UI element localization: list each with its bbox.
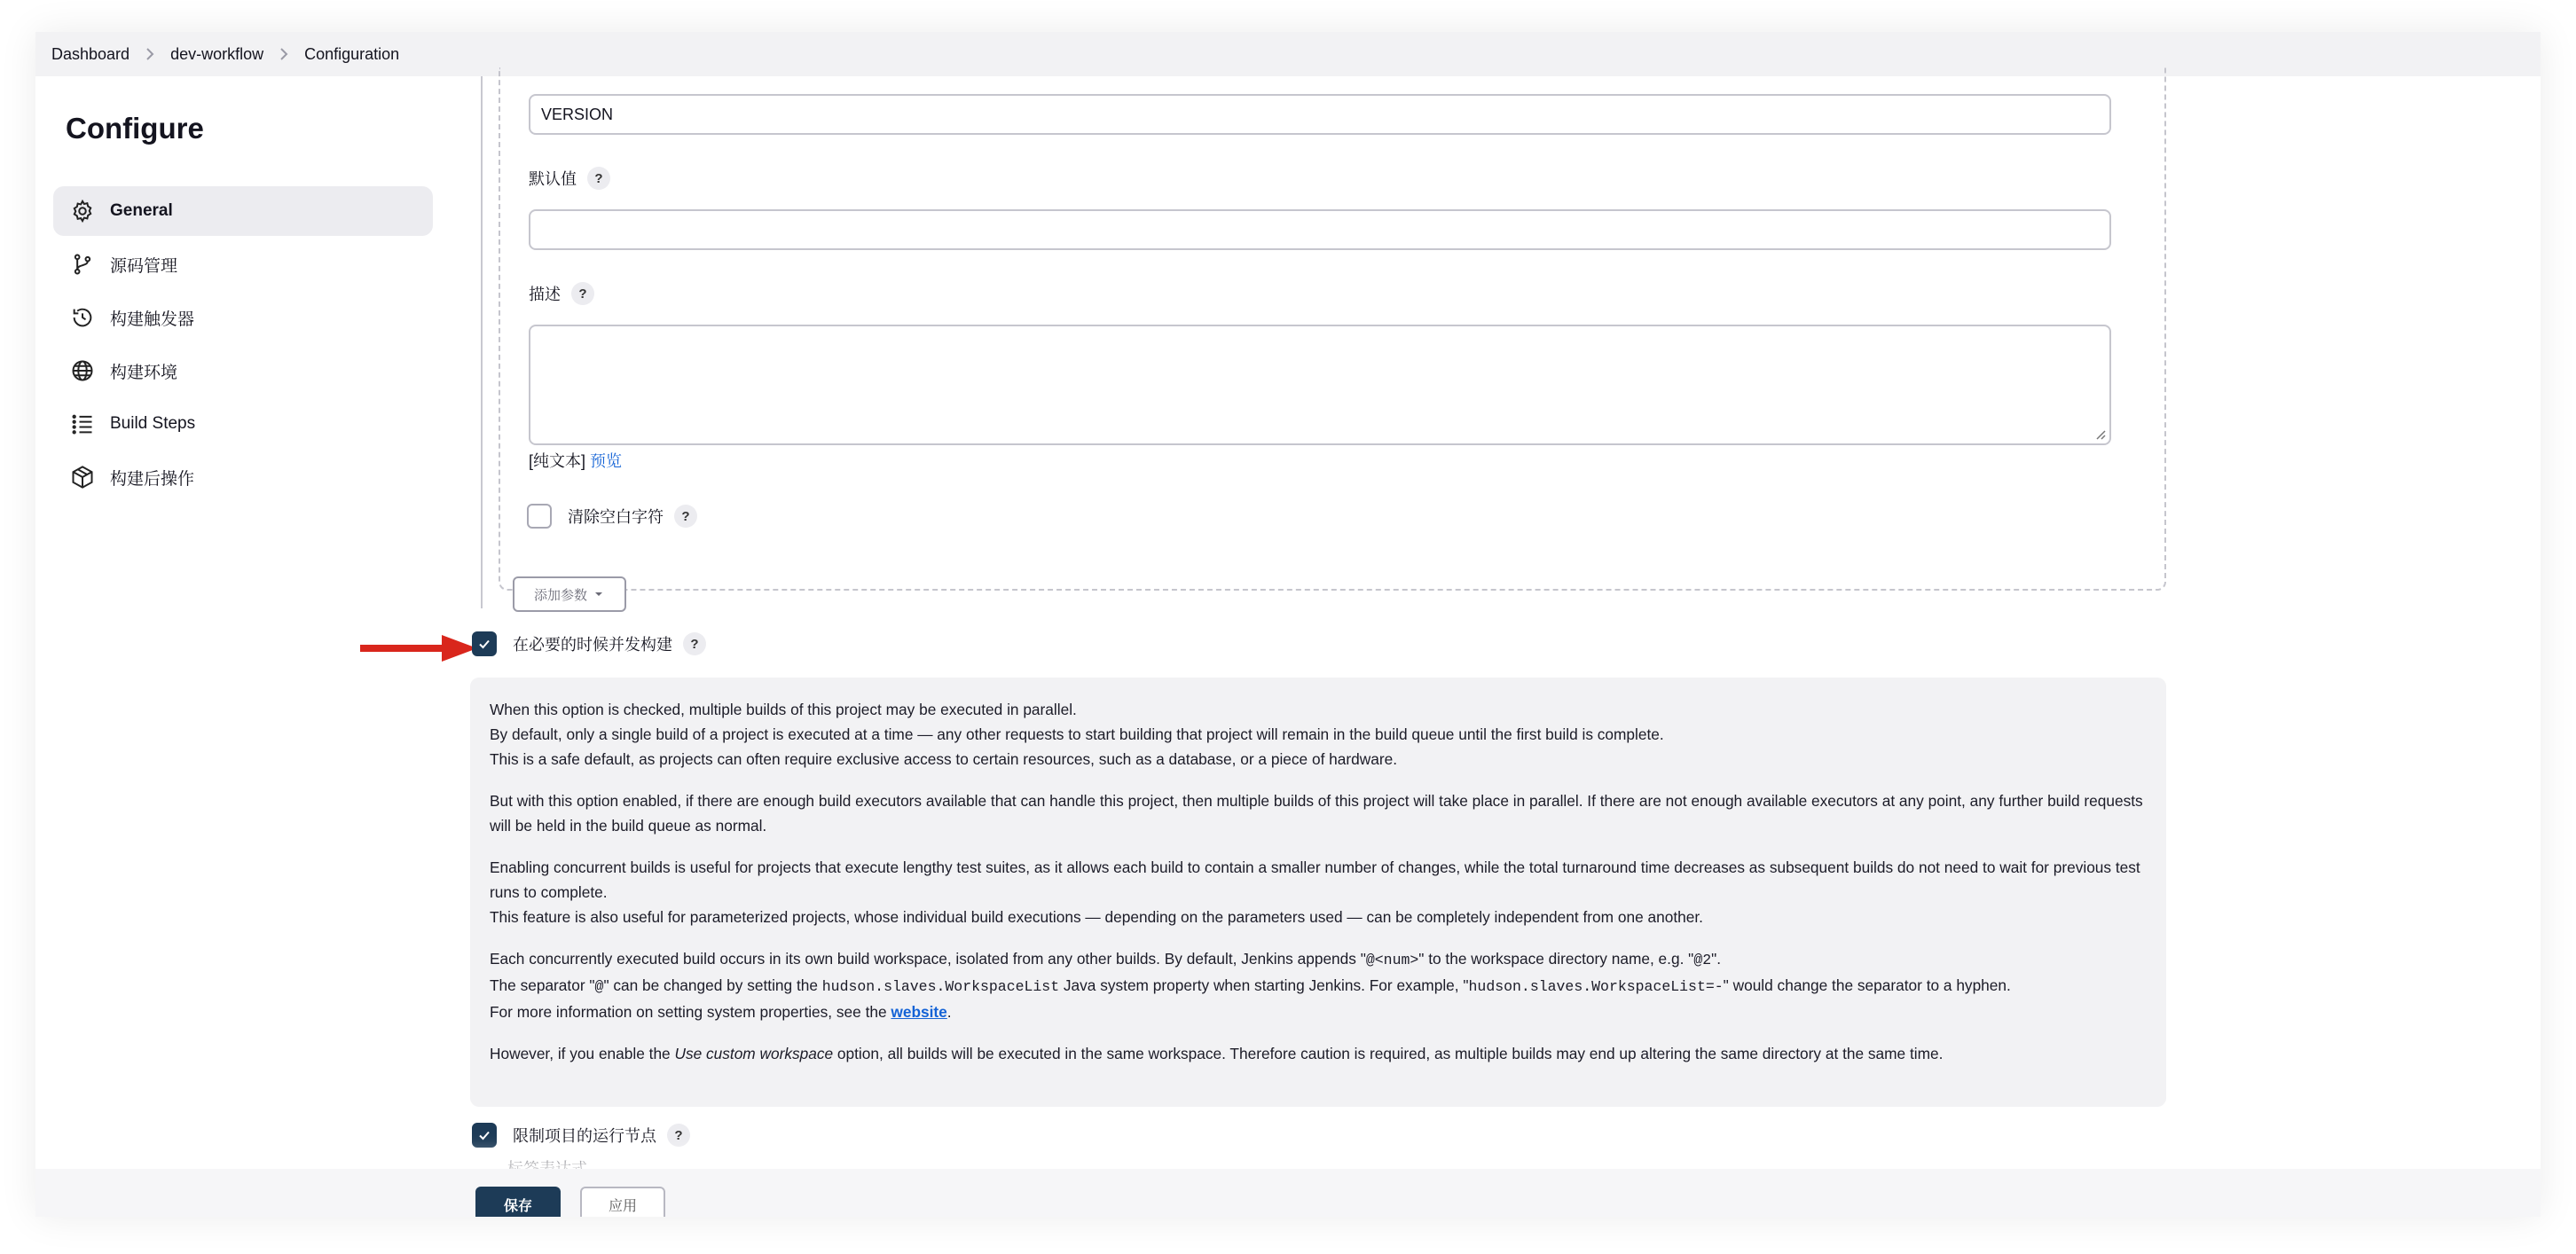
chevron-right-icon [145,47,154,61]
help-text: " would change the separator to a hyphen. [1723,976,2011,994]
help-text: Each concurrently executed build occurs in its own build workspace, isolated from any other builds. By default, Jenkins appends " [490,950,1366,968]
sidebar-item-label: 构建环境 [110,363,178,382]
add-parameter-label: 添加参数 [533,587,587,603]
help-text: Enabling concurrent builds is useful for projects that execute lengthy test suites, as it allows each build to contain a smaller number of changes, while the total turnaround time decreases as subsequent builds do not need to wait for previous test runs to complete. [490,858,2140,901]
jenkins-window [35,32,2541,1217]
format-row [529,449,622,472]
sidebar-item-label: 源码管理 [110,256,178,276]
caret-down-icon [593,590,605,599]
gear-icon [69,198,96,224]
section-divider [481,76,483,608]
help-text: This is a safe default, as projects can often require exclusive access to certain resources, such as a database, or a piece of hardware. [490,750,1398,768]
help-text: ". [1711,950,1722,968]
arrow-pointer-icon [360,633,481,663]
help-paragraph [490,855,2147,929]
help-icon[interactable]: ? [683,632,706,655]
restrict-node-label: 限制项目的运行节点 [513,1127,656,1145]
default-value-input[interactable] [529,209,2111,250]
breadcrumb-dev-workflow[interactable]: dev-workflow [170,44,264,63]
help-paragraph [490,946,2147,1024]
save-button[interactable]: 保存 [475,1187,561,1217]
concurrent-build-help [470,678,2166,1107]
breadcrumb-configuration[interactable]: Configuration [304,44,400,63]
help-paragraph [490,1041,2147,1066]
restrict-node-row [472,1123,690,1148]
description-textarea[interactable] [529,325,2111,445]
description-label [529,282,594,305]
code-text: @2 [1693,952,1712,968]
branch-icon [69,251,96,278]
check-icon [476,1127,492,1143]
sidebar-item-build-steps[interactable] [53,399,433,449]
help-text: This feature is also useful for parameterized projects, whose individual build executions — depending on the parameters used — can be completely independent from one another. [490,908,1703,926]
restrict-node-checkbox[interactable] [472,1123,497,1148]
add-parameter-button[interactable] [513,576,626,612]
help-text: option, all builds will be executed in the same workspace. Therefore caution is required, as multiple builds may end up altering the same directory at the same time. [833,1045,1944,1062]
help-icon[interactable]: ? [674,505,697,528]
sidebar-item-label: 构建后操作 [110,469,195,489]
help-icon[interactable]: ? [571,282,594,305]
default-value-text: 默认值 [529,170,577,188]
sidebar-item-triggers[interactable] [53,293,433,342]
preview-link[interactable]: 预览 [590,452,623,470]
emphasis-text: Use custom workspace [674,1045,834,1062]
help-text: By default, only a single build of a project is executed at a time — any other requests to start building that project will remain in the build queue until the first build is complete. [490,725,1664,743]
list-icon [69,411,96,437]
help-text: . [946,1003,952,1021]
bottom-action-bar [35,1169,2541,1217]
chevron-right-icon [279,47,288,61]
check-icon [476,636,492,652]
sidebar-item-general[interactable] [53,186,433,236]
help-text: The separator " [490,976,595,994]
sidebar-item-label: Build Steps [110,414,196,433]
code-text: @ [594,978,604,995]
help-icon[interactable]: ? [667,1124,690,1147]
website-link[interactable]: website [891,1003,947,1021]
description-text: 描述 [529,286,561,303]
trim-row [527,504,697,529]
help-text: " to the workspace directory name, e.g. " [1418,950,1694,968]
help-text: " can be changed by setting the [603,976,822,994]
trim-checkbox[interactable] [527,504,552,529]
package-icon [69,464,96,490]
clock-icon [69,304,96,331]
help-text: But with this option enabled, if there are enough build executors available that can handle this project, then multiple builds of this project will take place in parallel. If there are not enough available executors at any point, any further build requests will be held in the build queue as normal. [490,792,2143,835]
help-text: When this option is checked, multiple builds of this project may be executed in parallel. [490,701,1077,718]
apply-button[interactable]: 应用 [580,1187,665,1217]
sidebar-item-scm[interactable] [53,239,433,289]
concurrent-build-label: 在必要的时候并发构建 [513,636,672,654]
format-label: [纯文本] [529,452,586,470]
sidebar-item-post-build[interactable] [53,452,433,502]
breadcrumb-dashboard[interactable]: Dashboard [51,44,130,63]
help-paragraph [490,697,2147,772]
code-text: hudson.slaves.WorkspaceList=- [1468,978,1724,995]
help-text: Java system property when starting Jenkins. For example, " [1059,976,1469,994]
trim-label: 清除空白字符 [568,508,664,526]
help-icon[interactable]: ? [587,167,610,190]
sidebar-item-environment[interactable] [53,346,433,396]
help-paragraph [490,788,2147,838]
param-name-input[interactable]: VERSION [529,94,2111,135]
page-title: Configure [66,112,204,145]
resize-grip-icon[interactable] [2093,427,2106,440]
code-text: hudson.slaves.WorkspaceList [821,978,1060,995]
sidebar-item-label: General [110,201,173,220]
concurrent-build-row [472,631,706,656]
code-text: @<num> [1365,952,1419,968]
concurrent-build-checkbox[interactable] [472,631,497,656]
default-value-label [529,167,610,190]
sidebar-item-label: 构建触发器 [110,310,195,329]
help-text: However, if you enable the [490,1045,675,1062]
globe-icon [69,357,96,384]
help-text: For more information on setting system properties, see the [490,1003,891,1021]
